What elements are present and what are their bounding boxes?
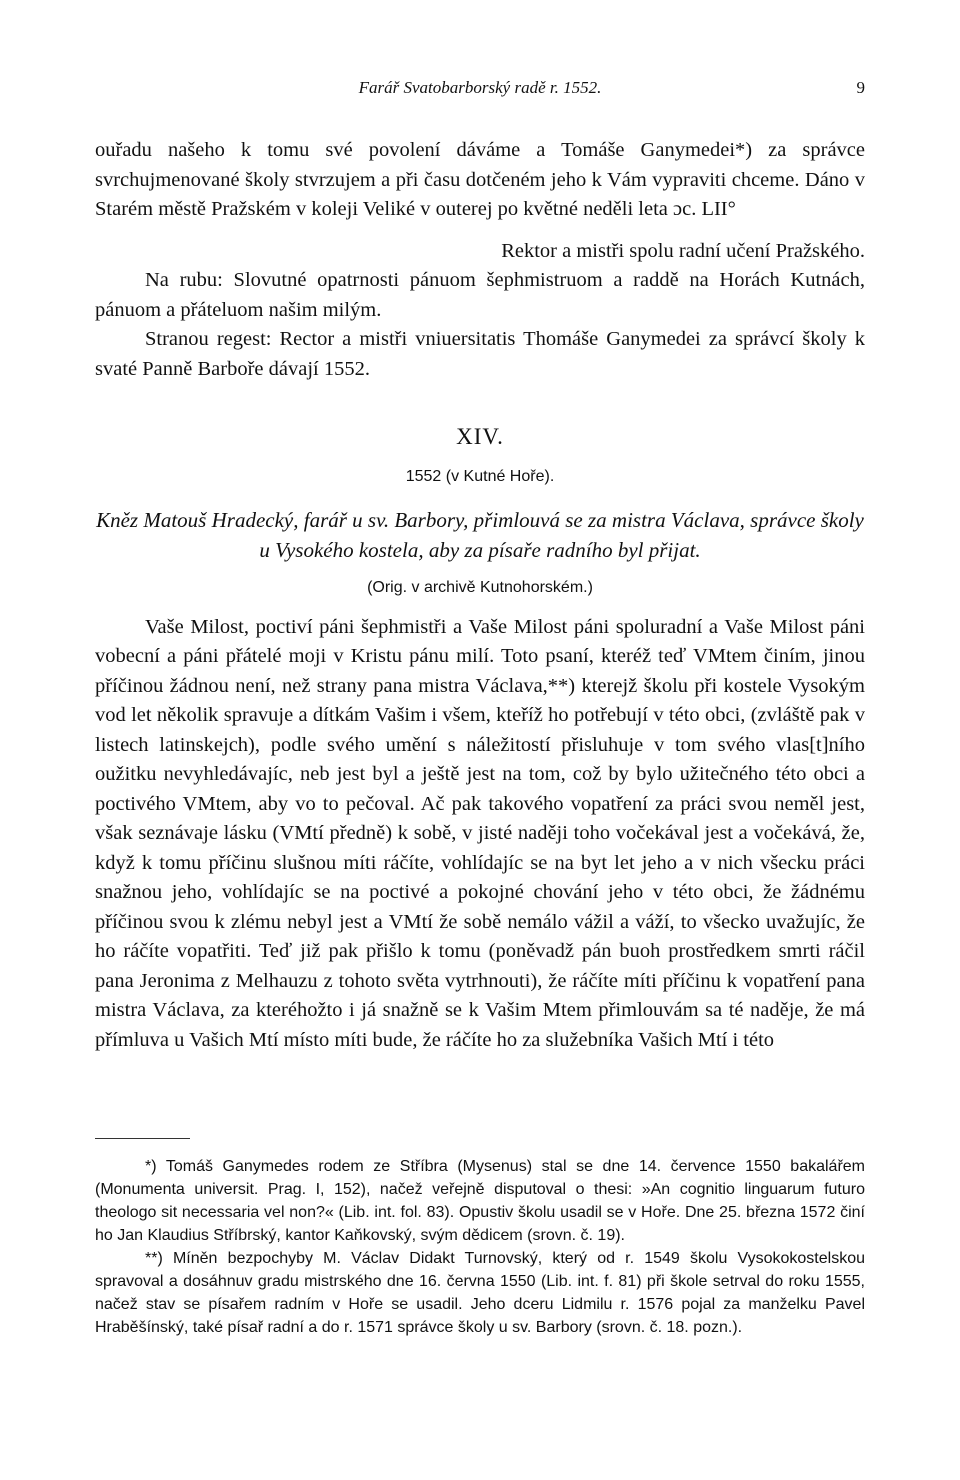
verso-note: Na rubu: Slovutné opatrnosti pánuom šephmistruom a raddě na Horách Kutnách, pánuom a přáteluom našim milým. bbox=[95, 269, 865, 321]
signature: Rektor a mistři spolu radní učení Pražského. bbox=[501, 239, 865, 262]
main-text bbox=[95, 136, 865, 1055]
running-head bbox=[95, 78, 865, 104]
footnotes bbox=[95, 1138, 865, 1339]
page-number: 9 bbox=[856, 78, 865, 97]
section-body: Vaše Milost, poctiví páni šephmistři a Vaše Milost páni spoluradní a Vaše Milost páni vobecní a páni přátelé moji v Kristu pánu milí. Toto psaní, kteréž teď VMtem činím, jinou příčinou žádnou není, než strany pana mistra Václava,**) kterejž školu při kostele Vysokým vod let několik spravuje a dítkám Vašim i všem, kteříž ho potřebují v této obci, (zvláště pak v listech latinskejch), podle svého umění s náležitostí přisluhuje v tom svého vlas[t]ního oužitku nevyhledávajíc, neb jest byl a ještě jest na tom, což by bylo užitečného této obci a poctivého VMtem, aby vo to pečoval. Ač pak takového vopatření za práci svou neměl jest, však seznávaje lásku (VMtí předně) k sobě, v jisté naději toho vočekával jest a vočekává, že, když k tomu příčinu slušnou míti ráčíte, vohlídajíc se na byt let jeho a v nich všecku práci snažnou jeho, vohlídajíc se na poctivé a pokojné chování jeho v této obci, že žádnému příčinou svou k zlému nebyl jest a VMtí že sobě nemálo vážil a váží, to všecko uvažujíc, že ho ráčíte vopatřiti. Teď již pak přišlo k tomu (poněvadž pán buoh prostředkem smrti ráčil pana Jeronima z Melhauzu z tohoto světa vytrhnouti), že ráčíte míti příčinu k vopatření pana mistra Václava, za kteréhožto i já snažně se k Vašim Mtem přimlouvám sa té naděje, že má přímluva u Vašich Mtí místo míti bude, že ráčíte ho za služebníka Vašich Mtí i této bbox=[95, 615, 865, 1051]
footnote-2: **) Míněn bezpochyby M. Václav Didakt Turnovský, který od r. 1549 školu Vysokokostelskou spravoval a dosáhnuv gradu mistrského dne 16. června 1550 (Lib. int. f. 81) při škole setrval do roku 1555, načež stav se písařem radním v Hoře se usadil. Jeho dceru Lidmilu r. 1576 pojal za manželku Pavel Hraběšínský, také písař radní a do r. 1571 správce školy u sv. Barbory (srovn. č. 18. pozn.). bbox=[95, 1250, 865, 1336]
section-number: XIV. bbox=[456, 424, 504, 449]
section-date: 1552 (v Kutné Hoře). bbox=[405, 467, 555, 485]
section-heading: Kněz Matouš Hradecký, farář u sv. Barbory, přimlouvá se za mistra Václava, správce školy u Vysokého kostela, aby za písaře radního byl přijat. bbox=[96, 508, 864, 562]
footnote-1: *) Tomáš Ganymedes rodem ze Stříbra (Mysenus) stal se dne 14. července 1550 bakalářem (Monumenta universit. Prag. I, 152), načež veřejně disputoval o thesi: »An cognitio linguarum futuro theologo sit necessaria vel non?« (Lib. int. fol. 83). Opustiv školu usadil se v Hoře. Dne 25. března 1572 činí ho Jan Klaudius Stříbrský, kantor Kaňkovský, svým dědicem (srovn. č. 19). bbox=[95, 1158, 865, 1244]
section-source: (Orig. v archivě Kutnohorském.) bbox=[367, 579, 593, 596]
running-title: Farář Svatobarborský radě r. 1552. bbox=[358, 78, 602, 97]
letter-paragraph: ouřadu našeho k tomu své povolení dáváme a Tomáše Ganymedei*) za správce svrchujmenované školy stvrzujem a při času dotčeném jeho k Vám vypraviti chceme. Dáno v Starém městě Pražském v koleji Veliké v outerej po květné neděli leta ɔc. LII° bbox=[95, 139, 865, 220]
footnote-rule bbox=[95, 1138, 190, 1139]
regest-note: Stranou regest: Rector a mistři vniuersitatis Thomáše Ganymedei za správcí školy k svaté Panně Barboře dávají 1552. bbox=[95, 328, 865, 380]
